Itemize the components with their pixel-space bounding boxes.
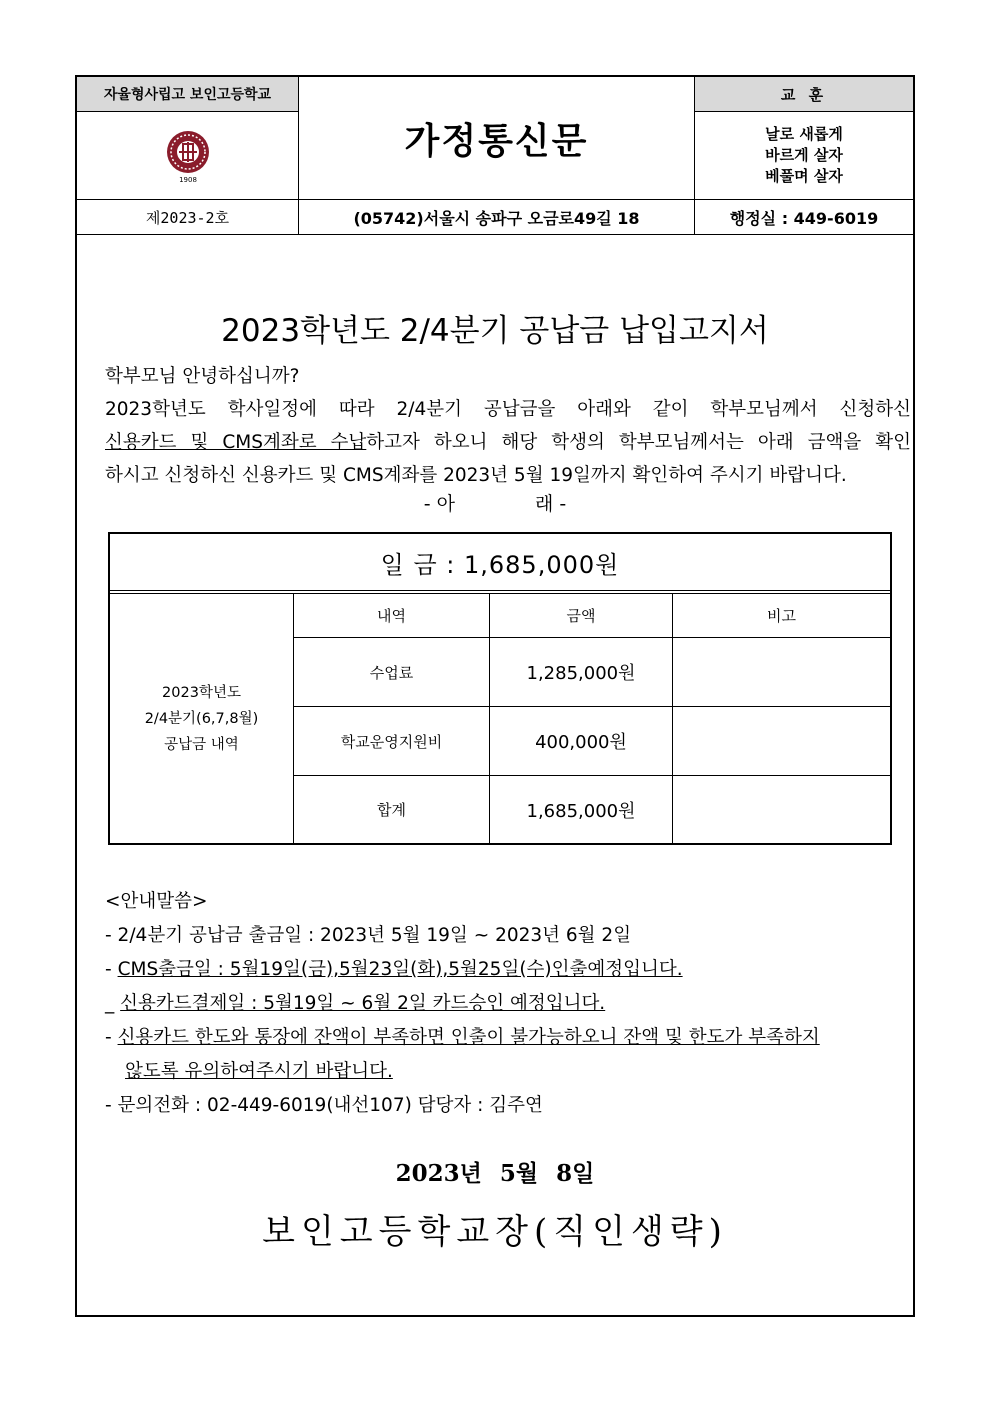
table-cell-amount: 400,000원 — [490, 707, 673, 776]
motto-line: 베풀며 살자 — [765, 167, 843, 185]
table-cell-note — [673, 776, 890, 843]
balance-warning: 신용카드 한도와 통장에 잔액이 부족하면 인출이 불가능하오니 잔액 및 한도가 부족하지 — [117, 1027, 820, 1048]
school-address: (05742)서울시 송파구 오금로49길 18 — [299, 200, 695, 235]
guide-bullet: _ — [105, 993, 121, 1014]
table-cell-note — [673, 707, 890, 776]
motto-label: 교 훈 — [695, 77, 913, 112]
guide-section — [105, 885, 911, 1115]
body-line-2 — [105, 426, 911, 459]
guide-bullet: - — [105, 1027, 118, 1048]
principal-signature: 보인고등학교장(직인생략) — [262, 1212, 728, 1252]
row-header-line: 2023학년도 — [162, 684, 241, 701]
header-divider — [77, 234, 913, 235]
payment-method-underlined: 신용카드 및 CMS계좌로 수납 — [105, 432, 367, 453]
cms-withdrawal-dates: CMS출금일 : 5월19일(금),5월23일(화),5월25일(수)인출예정입니다. — [117, 959, 683, 980]
header-table — [77, 77, 913, 235]
guide-bullet: - — [105, 959, 118, 980]
body-line-1: 2023학년도 학사일정에 따라 2/4분기 공납금을 아래와 같이 학부모님께서 신청하신 — [105, 399, 911, 420]
card-payment-dates: 신용카드결제일 : 5월19일 ~ 6월 2일 카드승인 예정입니다. — [120, 993, 606, 1014]
motto-line: 날로 새롭게 — [765, 125, 843, 143]
table-cell-amount: 1,685,000원 — [490, 776, 673, 843]
column-header-note: 비고 — [673, 594, 890, 638]
table-cell-note — [673, 638, 890, 707]
body-line-2-rest: 하고자 하오니 해당 학생의 학부모님께서는 아래 금액을 확인 — [366, 432, 911, 453]
school-emblem-icon — [163, 128, 213, 184]
column-header-amount: 금액 — [490, 594, 673, 638]
fee-table — [108, 532, 892, 845]
row-header-line: 공납금 내역 — [164, 736, 239, 753]
table-cell-item: 수업료 — [294, 638, 490, 707]
office-phone: 행정실 : 449-6019 — [729, 209, 879, 228]
guide-heading: <안내말씀> — [105, 891, 208, 912]
motto-line: 바르게 살자 — [765, 146, 843, 164]
below-right: 래 - — [535, 493, 567, 515]
issue-date: 2023년 5월 8일 — [395, 1160, 595, 1187]
guide-item — [105, 953, 683, 987]
notice-title: 2023학년도 2/4분기 공납금 납입고지서 — [221, 313, 769, 349]
table-cell-amount: 1,285,000원 — [490, 638, 673, 707]
issue-number: 제2023-2호 — [77, 200, 299, 235]
table-cell-item: 학교운영지원비 — [294, 707, 490, 776]
below-left: - 아 — [423, 493, 455, 515]
guide-item: - 문의전화 : 02-449-6019(내선107) 담당자 : 김주연 — [105, 1095, 543, 1116]
guide-item: - 2/4분기 공납금 출금일 : 2023년 5월 19일 ~ 2023년 6월 2일 — [105, 925, 632, 946]
row-header — [110, 594, 294, 843]
body-line-3: 하시고 신청하신 신용카드 및 CMS계좌를 2023년 5월 19일까지 확인하여 주시기 바랍니다. — [105, 465, 847, 486]
below-heading — [77, 489, 913, 516]
guide-item — [105, 1021, 820, 1055]
page-title: 가정통신문 — [299, 77, 695, 200]
guide-item-continued — [125, 1055, 393, 1089]
logo-year: 1908 — [178, 175, 197, 184]
total-amount: 일 금 : 1,685,000원 — [380, 550, 620, 579]
greeting: 학부모님 안녕하십니까? — [105, 366, 300, 387]
school-logo — [77, 112, 299, 200]
column-header-item: 내역 — [294, 594, 490, 638]
motto — [695, 112, 913, 200]
row-header-line: 2/4분기(6,7,8월) — [144, 710, 259, 727]
table-cell-item: 합계 — [294, 776, 490, 843]
school-name: 자율형사립고 보인고등학교 — [77, 77, 299, 112]
guide-item — [105, 987, 605, 1021]
document-frame — [75, 75, 915, 1317]
balance-warning-cont: 않도록 유의하여주시기 바랍니다. — [125, 1061, 393, 1082]
